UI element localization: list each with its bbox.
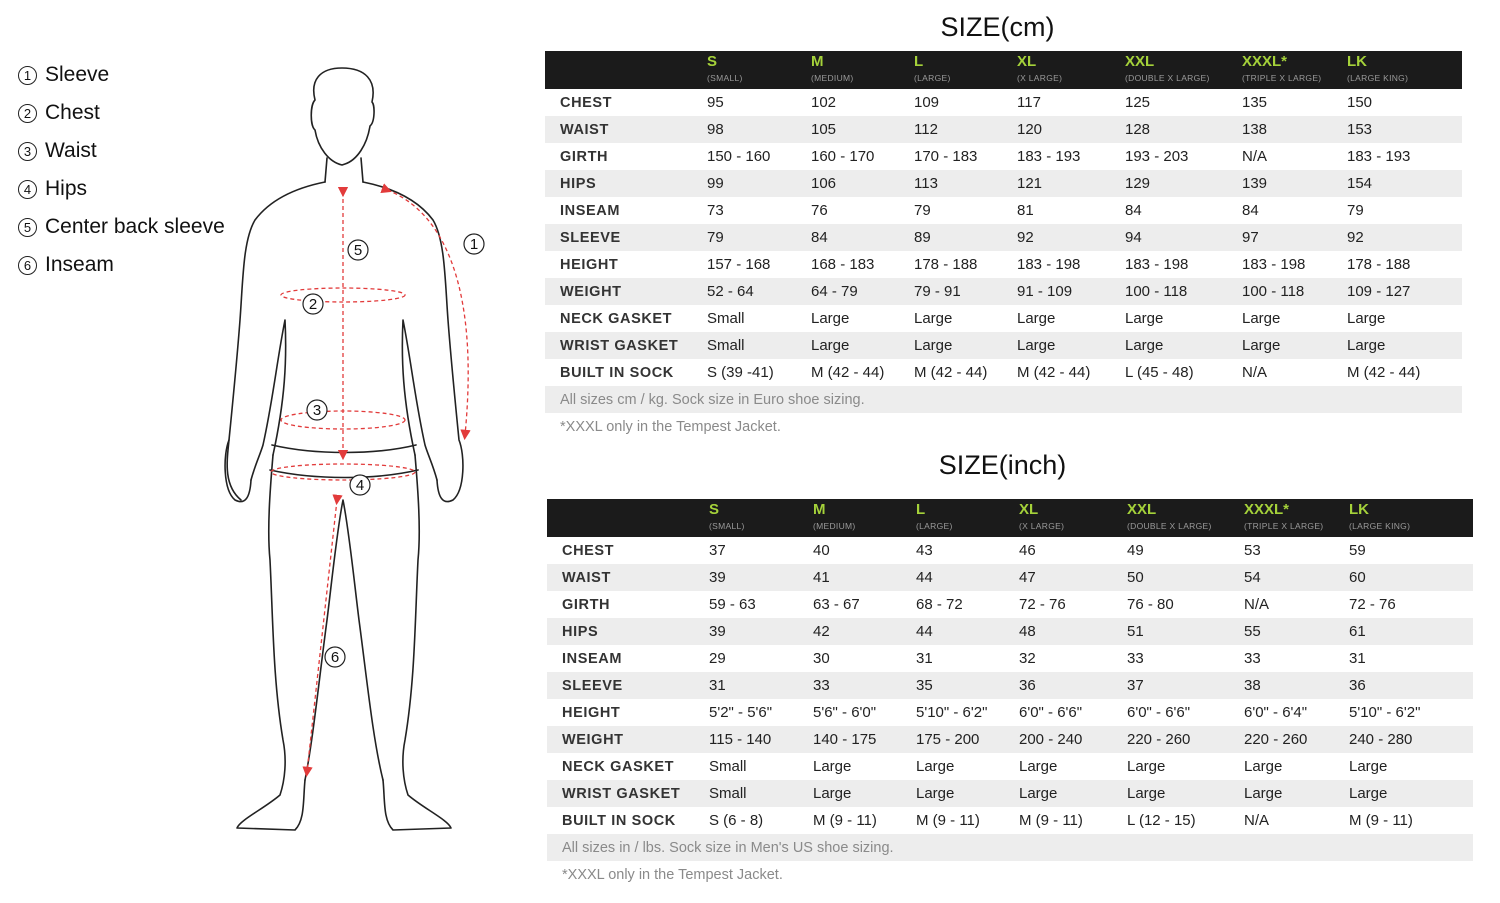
legend-number: 6 <box>18 256 37 275</box>
table-row <box>547 726 1473 753</box>
size-name: (SMALL) <box>707 73 743 83</box>
table-row <box>545 143 1462 170</box>
table-cell: 50 <box>1127 569 1144 586</box>
body-outline <box>225 68 463 830</box>
size-code: XXL <box>1125 53 1155 70</box>
table-cell: Large <box>811 310 850 327</box>
table-cell: Large <box>1349 785 1388 802</box>
table-cell: Large <box>1347 337 1386 354</box>
size-name: (TRIPLE X LARGE) <box>1244 521 1324 531</box>
table-cell: Large <box>813 758 852 775</box>
table-cell: 54 <box>1244 569 1261 586</box>
size-code: LK <box>1349 501 1369 518</box>
table-row <box>547 672 1473 699</box>
table-cell: Large <box>1019 758 1058 775</box>
table-cell: 150 <box>1347 94 1373 111</box>
cm-table-title: SIZE(cm) <box>940 12 1055 42</box>
table-cell: Large <box>813 785 852 802</box>
table-cell: 129 <box>1125 175 1151 192</box>
table-cell: Small <box>709 785 747 802</box>
column-header <box>709 499 813 537</box>
table-cell: 63 - 67 <box>813 596 860 613</box>
table-cell: 79 - 91 <box>914 283 961 300</box>
table-cell: M (42 - 44) <box>1347 364 1421 381</box>
table-cell: M (9 - 11) <box>916 812 980 829</box>
table-cell: S (6 - 8) <box>709 812 764 829</box>
size-code: XL <box>1019 501 1039 518</box>
table-cell: 81 <box>1017 202 1034 219</box>
legend-item <box>18 132 225 170</box>
table-row <box>545 89 1462 116</box>
legend-label: Waist <box>45 139 97 162</box>
table-cell: Large <box>1242 337 1281 354</box>
table-cell: 79 <box>914 202 931 219</box>
size-code: S <box>709 501 720 518</box>
table-cell: 125 <box>1125 94 1151 111</box>
row-label: BUILT IN SOCK <box>560 364 674 381</box>
table-cell: 157 - 168 <box>707 256 771 273</box>
table-cell: Large <box>1244 758 1283 775</box>
table-row <box>547 537 1473 564</box>
legend-number: 3 <box>18 142 37 161</box>
table-row <box>547 645 1473 672</box>
column-header <box>1019 499 1127 537</box>
table-cell: 49 <box>1127 542 1144 559</box>
table-cell: 33 <box>1244 650 1261 667</box>
size-name: (DOUBLE X LARGE) <box>1127 521 1212 531</box>
table-cell: 105 <box>811 121 837 138</box>
row-label: INSEAM <box>560 202 620 219</box>
table-row <box>545 116 1462 143</box>
row-label: BUILT IN SOCK <box>562 812 676 829</box>
legend-label: Inseam <box>45 253 114 276</box>
table-cell: 36 <box>1349 677 1366 694</box>
table-cell: 72 - 76 <box>1019 596 1066 613</box>
row-label: HEIGHT <box>560 256 619 273</box>
table-row <box>545 332 1462 359</box>
table-cell: M (9 - 11) <box>1349 812 1413 829</box>
row-label: CHEST <box>560 94 613 111</box>
table-cell: 109 <box>914 94 940 111</box>
table-row <box>545 251 1462 278</box>
row-label: HEIGHT <box>562 704 621 721</box>
table-cell: 59 <box>1349 542 1366 559</box>
table-cell: 139 <box>1242 175 1268 192</box>
size-code: M <box>813 501 826 518</box>
table-cell: 168 - 183 <box>811 256 875 273</box>
table-cell: N/A <box>1244 596 1270 613</box>
size-name: (DOUBLE X LARGE) <box>1125 73 1210 83</box>
column-header <box>813 499 916 537</box>
table-cell: 200 - 240 <box>1019 731 1083 748</box>
table-cell: 150 - 160 <box>707 148 771 165</box>
table-cell: Large <box>916 758 955 775</box>
row-label: NECK GASKET <box>560 310 673 327</box>
table-cell: N/A <box>1244 812 1270 829</box>
table-cell: Large <box>1349 758 1388 775</box>
row-label: INSEAM <box>562 650 622 667</box>
table-cell: 109 - 127 <box>1347 283 1411 300</box>
legend-number: 5 <box>18 218 37 237</box>
size-code: LK <box>1347 53 1367 70</box>
marker-2 <box>303 294 323 314</box>
table-cell: Large <box>916 785 955 802</box>
table-cell: 52 - 64 <box>707 283 754 300</box>
column-header <box>1242 51 1347 89</box>
row-label: WRIST GASKET <box>560 337 679 354</box>
table-cell: 68 - 72 <box>916 596 963 613</box>
row-label: HIPS <box>562 623 599 640</box>
row-label: SLEEVE <box>560 229 621 246</box>
column-header <box>1127 499 1244 537</box>
table-cell: 47 <box>1019 569 1036 586</box>
svg-text:6: 6 <box>330 649 340 666</box>
table-cell: 72 - 76 <box>1349 596 1396 613</box>
table-cell: Small <box>707 337 745 354</box>
row-label: WRIST GASKET <box>562 785 681 802</box>
size-name: (X LARGE) <box>1019 521 1065 531</box>
column-header <box>1347 51 1457 89</box>
column-header <box>707 51 811 89</box>
table-cell: 40 <box>813 542 830 559</box>
table-cell: 43 <box>916 542 933 559</box>
table-cell: 31 <box>709 677 726 694</box>
table-cell: 183 - 193 <box>1347 148 1411 165</box>
marker-1 <box>464 234 484 254</box>
table-cell: 183 - 198 <box>1242 256 1306 273</box>
table-cell: 112 <box>914 121 938 138</box>
column-header <box>914 51 1017 89</box>
table-cell: 76 - 80 <box>1127 596 1174 613</box>
size-name: (MEDIUM) <box>811 73 854 83</box>
table-cell: 154 <box>1347 175 1373 192</box>
table-cell: 120 <box>1017 121 1043 138</box>
table-cell: 220 - 260 <box>1244 731 1308 748</box>
table-cell: 48 <box>1019 623 1036 640</box>
table-cell: 29 <box>709 650 726 667</box>
table-cell: 113 <box>914 175 938 192</box>
table-cell: 95 <box>707 94 724 111</box>
marker-6 <box>325 647 345 667</box>
table-cell: 44 <box>916 569 933 586</box>
table-cell: Small <box>707 310 745 327</box>
measurement-legend <box>18 56 225 284</box>
table-cell: 51 <box>1127 623 1144 640</box>
table-row <box>547 591 1473 618</box>
table-cell: 73 <box>707 202 724 219</box>
table-cell: 79 <box>707 229 724 246</box>
size-code: L <box>914 53 924 70</box>
table-cell: 42 <box>813 623 830 640</box>
table-cell: 6'0" - 6'6" <box>1127 704 1191 721</box>
table-cell: L (45 - 48) <box>1125 364 1194 381</box>
table-cell: 97 <box>1242 229 1259 246</box>
table-cell: 117 <box>1017 94 1041 111</box>
marker-4 <box>350 475 370 495</box>
table-note-units: All sizes in / lbs. Sock size in Men's US shoe sizing. <box>547 834 1473 861</box>
table-cell: 5'10" - 6'2" <box>1349 704 1421 721</box>
figure-number-markers <box>303 234 484 667</box>
size-name: (TRIPLE X LARGE) <box>1242 73 1322 83</box>
table-row <box>545 197 1462 224</box>
table-cell: 36 <box>1019 677 1036 694</box>
table-cell: 99 <box>707 175 724 192</box>
table-cell: 5'6" - 6'0" <box>813 704 877 721</box>
table-cell: 84 <box>1242 202 1259 219</box>
table-cell: 98 <box>707 121 724 138</box>
size-name: (LARGE) <box>916 521 953 531</box>
table-row <box>545 224 1462 251</box>
table-row <box>547 807 1473 834</box>
table-note-xxxl: *XXXL only in the Tempest Jacket. <box>562 866 783 883</box>
table-cell: 92 <box>1017 229 1034 246</box>
table-cell: 5'10" - 6'2" <box>916 704 988 721</box>
table-cell: N/A <box>1242 364 1268 381</box>
table-row <box>545 359 1462 386</box>
table-cell: 35 <box>916 677 933 694</box>
row-label: HIPS <box>560 175 597 192</box>
legend-label: Chest <box>45 101 100 124</box>
marker-3 <box>307 400 327 420</box>
table-cell: 79 <box>1347 202 1364 219</box>
table-cell: 60 <box>1349 569 1366 586</box>
size-code: XXXL* <box>1242 53 1288 70</box>
size-name: (X LARGE) <box>1017 73 1063 83</box>
table-cell: L (12 - 15) <box>1127 812 1196 829</box>
row-label: GIRTH <box>562 596 611 613</box>
table-row <box>545 278 1462 305</box>
size-code: XXXL* <box>1244 501 1290 518</box>
size-name: (LARGE KING) <box>1349 521 1411 531</box>
row-label: SLEEVE <box>562 677 623 694</box>
table-cell: 128 <box>1125 121 1151 138</box>
table-cell: 6'0" - 6'4" <box>1244 704 1308 721</box>
table-cell: 178 - 188 <box>914 256 978 273</box>
legend-item <box>18 246 225 284</box>
inch-size-table <box>547 499 1473 888</box>
table-cell: Large <box>1244 785 1283 802</box>
table-row <box>547 618 1473 645</box>
table-cell: 102 <box>811 94 837 111</box>
table-cell: 240 - 280 <box>1349 731 1413 748</box>
table-cell: 193 - 203 <box>1125 148 1189 165</box>
table-row <box>547 699 1473 726</box>
table-cell: Large <box>1019 785 1058 802</box>
table-cell: 183 - 198 <box>1125 256 1189 273</box>
table-cell: M (42 - 44) <box>914 364 988 381</box>
table-cell: 170 - 183 <box>914 148 978 165</box>
table-cell: Large <box>1125 310 1164 327</box>
svg-text:3: 3 <box>312 402 322 419</box>
table-cell: 140 - 175 <box>813 731 877 748</box>
row-label: NECK GASKET <box>562 758 675 775</box>
legend-item <box>18 56 225 94</box>
table-row <box>545 305 1462 332</box>
row-label: GIRTH <box>560 148 609 165</box>
table-cell: Large <box>1125 337 1164 354</box>
table-cell: 84 <box>1125 202 1142 219</box>
legend-item <box>18 94 225 132</box>
legend-number: 4 <box>18 180 37 199</box>
legend-label: Center back sleeve <box>45 215 225 238</box>
table-cell: 31 <box>916 650 933 667</box>
table-cell: 94 <box>1125 229 1142 246</box>
table-cell: M (9 - 11) <box>813 812 877 829</box>
table-cell: 160 - 170 <box>811 148 875 165</box>
size-code: M <box>811 53 824 70</box>
size-code: XXL <box>1127 501 1157 518</box>
cm-size-table <box>545 51 1462 440</box>
row-label: WAIST <box>560 121 609 138</box>
row-label: WEIGHT <box>560 283 622 300</box>
table-cell: 33 <box>1127 650 1144 667</box>
svg-text:4: 4 <box>355 477 365 494</box>
table-note-xxxl: *XXXL only in the Tempest Jacket. <box>560 418 781 435</box>
table-cell: M (42 - 44) <box>811 364 885 381</box>
table-cell: 135 <box>1242 94 1268 111</box>
table-cell: M (9 - 11) <box>1019 812 1083 829</box>
svg-text:5: 5 <box>353 242 363 259</box>
table-cell: 76 <box>811 202 828 219</box>
table-cell: 178 - 188 <box>1347 256 1411 273</box>
table-cell: Small <box>709 758 747 775</box>
size-code: S <box>707 53 718 70</box>
table-cell: S (39 -41) <box>707 364 774 381</box>
table-cell: 64 - 79 <box>811 283 858 300</box>
table-row <box>547 564 1473 591</box>
legend-number: 2 <box>18 104 37 123</box>
table-cell: 183 - 198 <box>1017 256 1081 273</box>
column-header <box>916 499 1019 537</box>
table-cell: 92 <box>1347 229 1364 246</box>
size-code: L <box>916 501 926 518</box>
svg-text:2: 2 <box>308 296 318 313</box>
table-cell: 91 - 109 <box>1017 283 1073 300</box>
table-cell: N/A <box>1242 148 1268 165</box>
size-code: XL <box>1017 53 1037 70</box>
table-cell: 39 <box>709 569 726 586</box>
table-cell: 100 - 118 <box>1125 283 1188 300</box>
size-name: (SMALL) <box>709 521 745 531</box>
size-name: (LARGE) <box>914 73 951 83</box>
table-cell: Large <box>1242 310 1281 327</box>
table-cell: 183 - 193 <box>1017 148 1081 165</box>
column-header <box>1125 51 1242 89</box>
column-header <box>1244 499 1349 537</box>
table-cell: 32 <box>1019 650 1036 667</box>
table-cell: Large <box>1127 785 1166 802</box>
table-cell: 84 <box>811 229 828 246</box>
legend-number: 1 <box>18 66 37 85</box>
table-cell: M (42 - 44) <box>1017 364 1091 381</box>
table-row <box>545 170 1462 197</box>
table-cell: 6'0" - 6'6" <box>1019 704 1083 721</box>
table-cell: 138 <box>1242 121 1268 138</box>
table-cell: Large <box>1127 758 1166 775</box>
legend-label: Hips <box>45 177 88 200</box>
table-cell: Large <box>1017 310 1056 327</box>
table-cell: 61 <box>1349 623 1366 640</box>
table-cell: 39 <box>709 623 726 640</box>
table-cell: 38 <box>1244 677 1261 694</box>
svg-text:1: 1 <box>469 236 479 253</box>
table-cell: Large <box>811 337 850 354</box>
table-row <box>547 780 1473 807</box>
table-cell: Large <box>914 337 953 354</box>
table-cell: 121 <box>1017 175 1043 192</box>
legend-item <box>18 208 225 246</box>
table-cell: 5'2" - 5'6" <box>709 704 773 721</box>
table-note-units: All sizes cm / kg. Sock size in Euro shoe sizing. <box>545 386 1462 413</box>
table-cell: 31 <box>1349 650 1366 667</box>
row-label: CHEST <box>562 542 615 559</box>
table-cell: 44 <box>916 623 933 640</box>
legend-item <box>18 170 225 208</box>
table-row <box>547 753 1473 780</box>
column-header <box>1349 499 1459 537</box>
body-measurement-figure <box>215 60 500 840</box>
table-cell: 33 <box>813 677 830 694</box>
inch-table-title: SIZE(inch) <box>938 450 1067 480</box>
table-cell: 153 <box>1347 121 1373 138</box>
marker-5 <box>348 240 368 260</box>
table-cell: 46 <box>1019 542 1036 559</box>
table-cell: 59 - 63 <box>709 596 756 613</box>
table-cell: 89 <box>914 229 931 246</box>
table-cell: 106 <box>811 175 837 192</box>
table-cell: 100 - 118 <box>1242 283 1305 300</box>
legend-label: Sleeve <box>45 63 110 86</box>
table-cell: 175 - 200 <box>916 731 980 748</box>
table-cell: Large <box>1017 337 1056 354</box>
size-name: (MEDIUM) <box>813 521 856 531</box>
column-header <box>811 51 914 89</box>
table-cell: 41 <box>813 569 830 586</box>
table-cell: 37 <box>1127 677 1144 694</box>
table-cell: 53 <box>1244 542 1261 559</box>
size-name: (LARGE KING) <box>1347 73 1409 83</box>
row-label: WEIGHT <box>562 731 624 748</box>
table-cell: 37 <box>709 542 726 559</box>
table-cell: 220 - 260 <box>1127 731 1191 748</box>
table-cell: 115 - 140 <box>709 731 772 748</box>
table-header <box>547 499 1473 537</box>
column-header <box>1017 51 1125 89</box>
table-header <box>545 51 1462 89</box>
table-cell: 55 <box>1244 623 1261 640</box>
table-cell: Large <box>1347 310 1386 327</box>
table-cell: 30 <box>813 650 830 667</box>
table-cell: Large <box>914 310 953 327</box>
row-label: WAIST <box>562 569 611 586</box>
